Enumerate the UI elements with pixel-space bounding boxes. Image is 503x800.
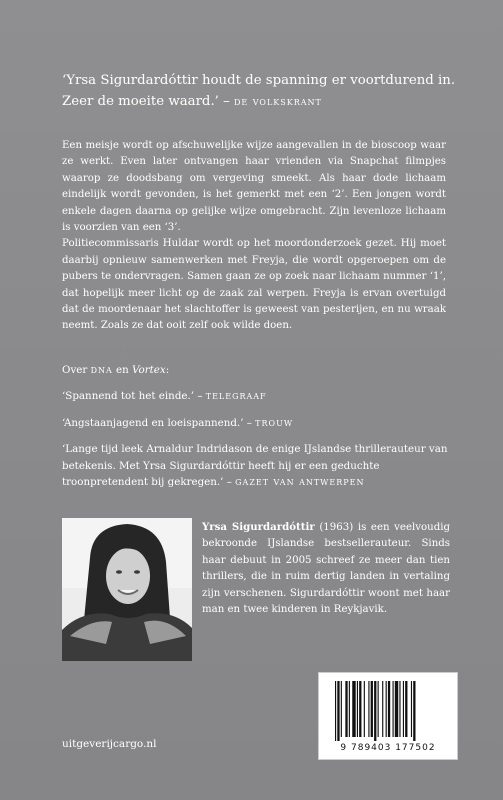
barcode-bar	[395, 681, 398, 737]
barcode-bar	[345, 681, 347, 737]
barcode-bar	[368, 681, 369, 737]
praise-source-3: gazet van antwerpen	[235, 475, 365, 489]
top-quote-source: de volkskrant	[234, 95, 322, 108]
author-photo	[62, 518, 192, 661]
barcode-bar	[399, 681, 400, 737]
author-bio	[202, 519, 450, 618]
barcode-bar	[357, 681, 358, 737]
barcode-bar	[405, 681, 407, 737]
barcode-bar	[411, 681, 412, 737]
barcode-bar	[359, 681, 361, 737]
synopsis-paragraph-1: Een meisje wordt op afschuwelijke wijze aangevallen in de bioscoop waar ze werkt. Even later ontvangen haar vrienden via Snapchat filmpjes waarop ze doodsbang om vergeving smeekt. Als haar dode lichaam eindelijk wordt gevonden, is het gemerkt met een ‘2’. Een jongen wordt enkele dagen daarna op gelijke wijze omgebracht. Zijn levenloze lichaam is voorzien van een ‘3’.	[62, 140, 446, 234]
barcode-bar	[413, 681, 415, 741]
author-bio-text: (1963) is een veelvoudig bekroonde IJslandse bestsellerauteur. Sinds haar debuut in 2005 schreef ze meer dan tien thrillers, die in ruim dertig landen in vertaling zijn verschenen. Sigurdardóttir woont met haar man en twee kinderen in Reykjavik.	[202, 522, 450, 616]
barcode-bar	[378, 681, 379, 737]
praise-source-1: telegraaf	[205, 389, 267, 403]
barcode-bar	[349, 681, 350, 737]
barcode-bar	[371, 681, 373, 737]
synopsis	[62, 138, 446, 335]
barcode-bar	[374, 681, 376, 741]
book-title-dna: dna	[90, 363, 113, 376]
isbn-number: 9 789403 177502	[340, 743, 436, 753]
barcode-bar	[341, 681, 342, 737]
barcode-bars	[333, 681, 445, 741]
barcode-bar	[364, 681, 365, 737]
author-name: Yrsa Sigurdardóttir	[202, 521, 315, 533]
barcode-bar	[382, 681, 383, 737]
barcode-bar	[352, 681, 355, 737]
barcode-bar	[337, 681, 339, 741]
synopsis-paragraph-2: Politiecommissaris Huldar wordt op het moordonderzoek gezet. Hij moet daarbij opnieuw samenwerken met Freyja, die wordt opgeroepen om de pubers te ondervragen. Samen gaan ze op zoek naar lichaam nummer ‘1’, dat hopelijk meer licht op de zaak zal werpen. Freyja is ervan overtuigd dat de moordenaar het slachtoffer is geweest van pesterijen, en nu wraak neemt. Zoals ze dat ooit zelf ook wilde doen.	[62, 238, 446, 332]
barcode-bar	[393, 681, 394, 737]
praise-quote-1: ‘Spannend tot het einde.’ – telegraaf	[62, 389, 267, 403]
barcode-bar	[335, 681, 336, 741]
praise-quote-3: ‘Lange tijd leek Arnaldur Indridason de enige IJslandse thrillerauteur van betekenis. Met Yrsa Sigurdardóttir heeft hij er een geduchte troonpretendent bij gekregen.’ – gazet van antwerpen	[62, 443, 448, 489]
barcode-bar	[386, 681, 387, 737]
top-quote: ‘Yrsa Sigurdardóttir houdt de spanning er voortdurend in. Zeer de moeite waard.’ – de volkskrant	[62, 73, 456, 109]
praise-heading: Over dna en Vortex:	[62, 363, 170, 376]
praise-section	[62, 362, 452, 502]
top-quote-text: ‘Yrsa Sigurdardóttir houdt de spanning er voortdurend in. Zeer de moeite waard.’	[62, 73, 456, 109]
praise-quote-2: ‘Angstaanjagend en loeispannend.’ – trouw	[62, 415, 294, 429]
barcode	[318, 672, 458, 760]
barcode-bar	[403, 681, 404, 737]
book-title-vortex: Vortex	[132, 364, 166, 376]
barcode-bar	[388, 681, 390, 737]
publisher-website[interactable]: uitgeverijcargo.nl	[62, 738, 157, 750]
praise-source-2: trouw	[255, 415, 294, 429]
